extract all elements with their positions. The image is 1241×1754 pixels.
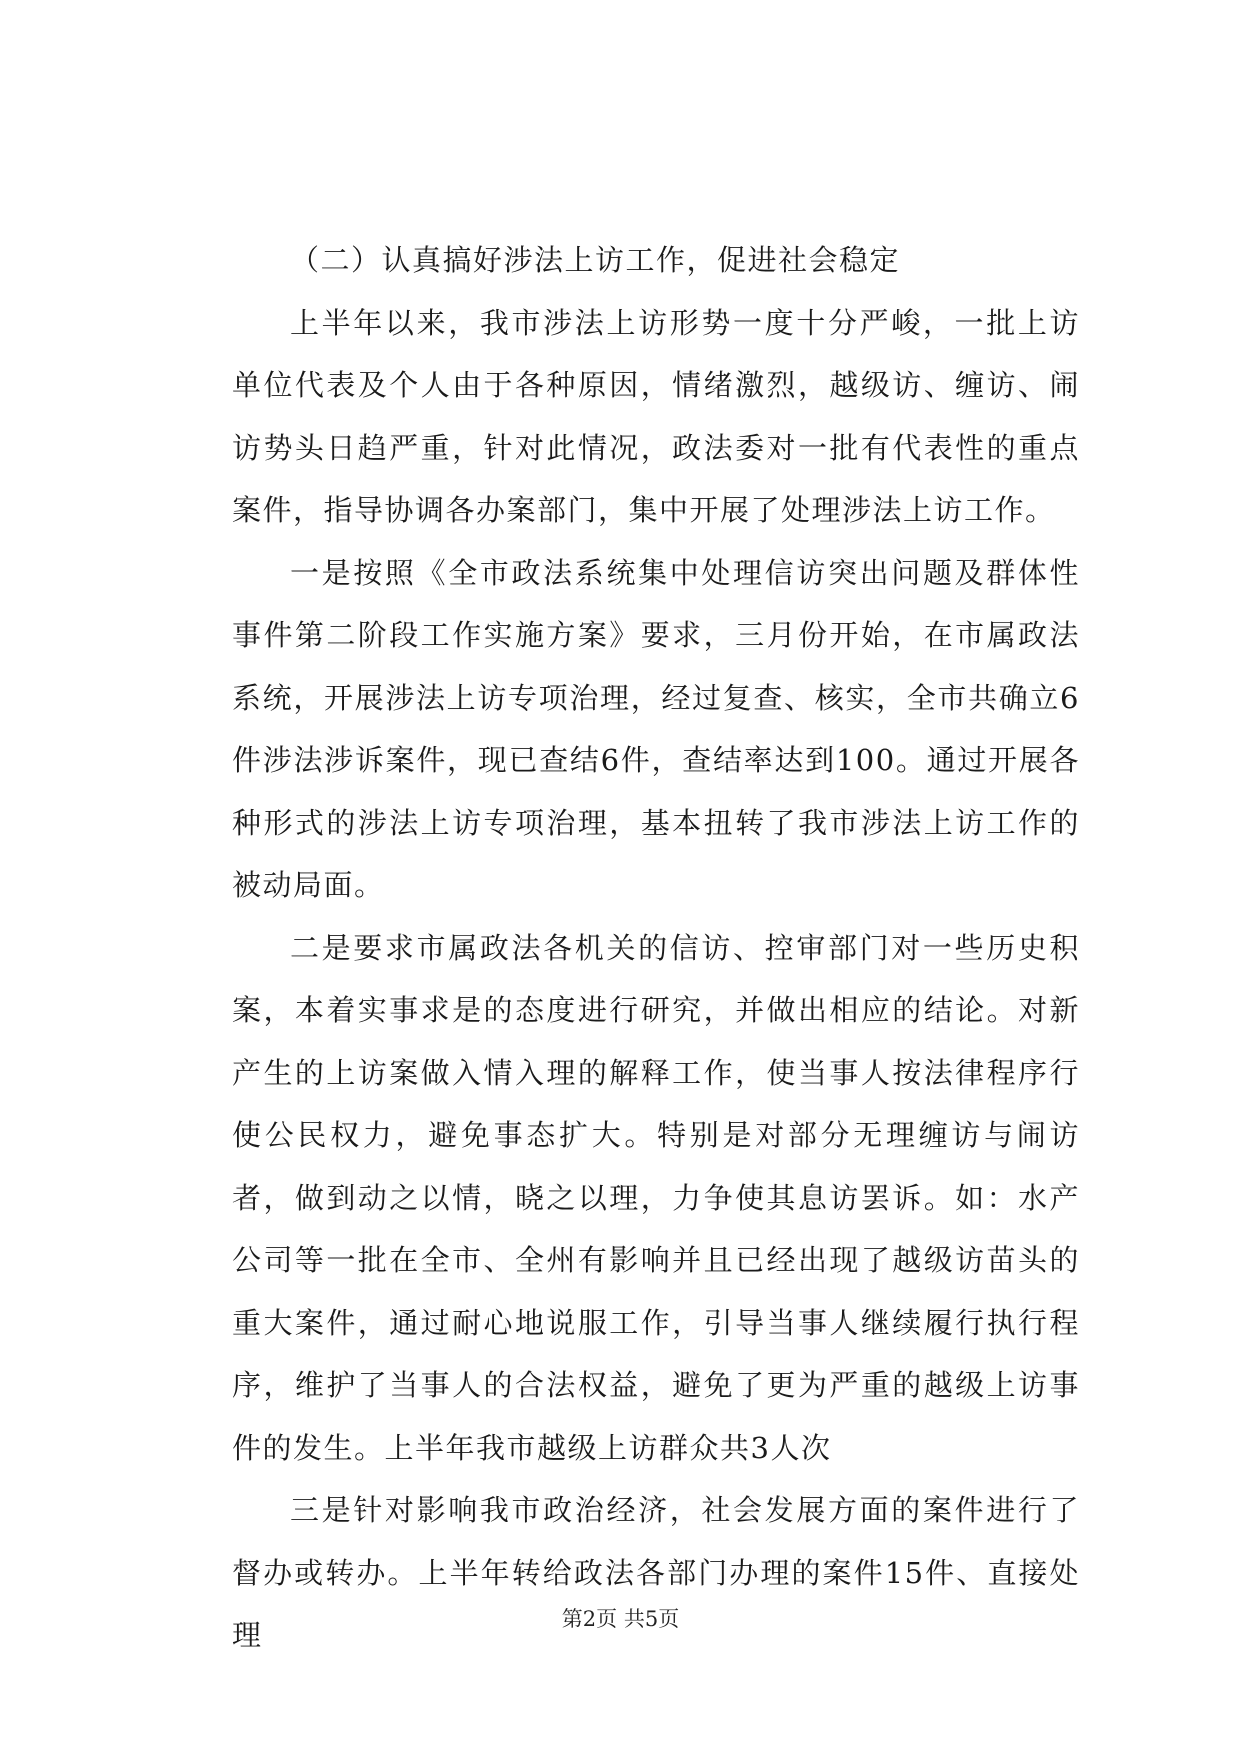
paragraph-2: 一是按照《全市政法系统集中处理信访突出问题及群体性事件第二阶段工作实施方案》要求，三月份开始，在市属政法系统，开展涉法上访专项治理，经过复查、核实，全市共确立6件涉法涉诉案件，现已查结6件，查结率达到100。通过开展各种形式的涉法上访专项治理，基本扭转了我市涉法上访工作的被动局面。 <box>232 555 1080 902</box>
paragraph-1: 上半年以来，我市涉法上访形势一度十分严峻，一批上访单位代表及个人由于各种原因，情绪激烈，越级访、缠访、闹访势头日趋严重，针对此情况，政法委对一批有代表性的重点案件，指导协调各办案部门，集中开展了处理涉法上访工作。 <box>232 305 1080 527</box>
paragraph-4: 三是针对影响我市政治经济，社会发展方面的案件进行了督办或转办。上半年转给政法各部门办理的案件15件、直接处理 <box>232 1493 1080 1652</box>
page-number-footer: 第2页 共5页 <box>561 1607 680 1631</box>
paragraph-3: 二是要求市属政法各机关的信访、控审部门对一些历史积案，本着实事求是的态度进行研究，并做出相应的结论。对新产生的上访案做入情入理的解释工作，使当事人按法律程序行使公民权力，避免事态扩大。特别是对部分无理缠访与闹访者，做到动之以情，晓之以理，力争使其息访罢诉。如：水产公司等一批在全市、全州有影响并且已经出现了越级访苗头的重大案件，通过耐心地说服工作，引导当事人继续履行执行程序，维护了当事人的合法权益，避免了更为严重的越级上访事件的发生。上半年我市越级上访群众共3人次 <box>232 930 1080 1465</box>
document-body <box>232 229 1080 1667</box>
section-heading: （二）认真搞好涉法上访工作，促进社会稳定 <box>290 243 901 277</box>
